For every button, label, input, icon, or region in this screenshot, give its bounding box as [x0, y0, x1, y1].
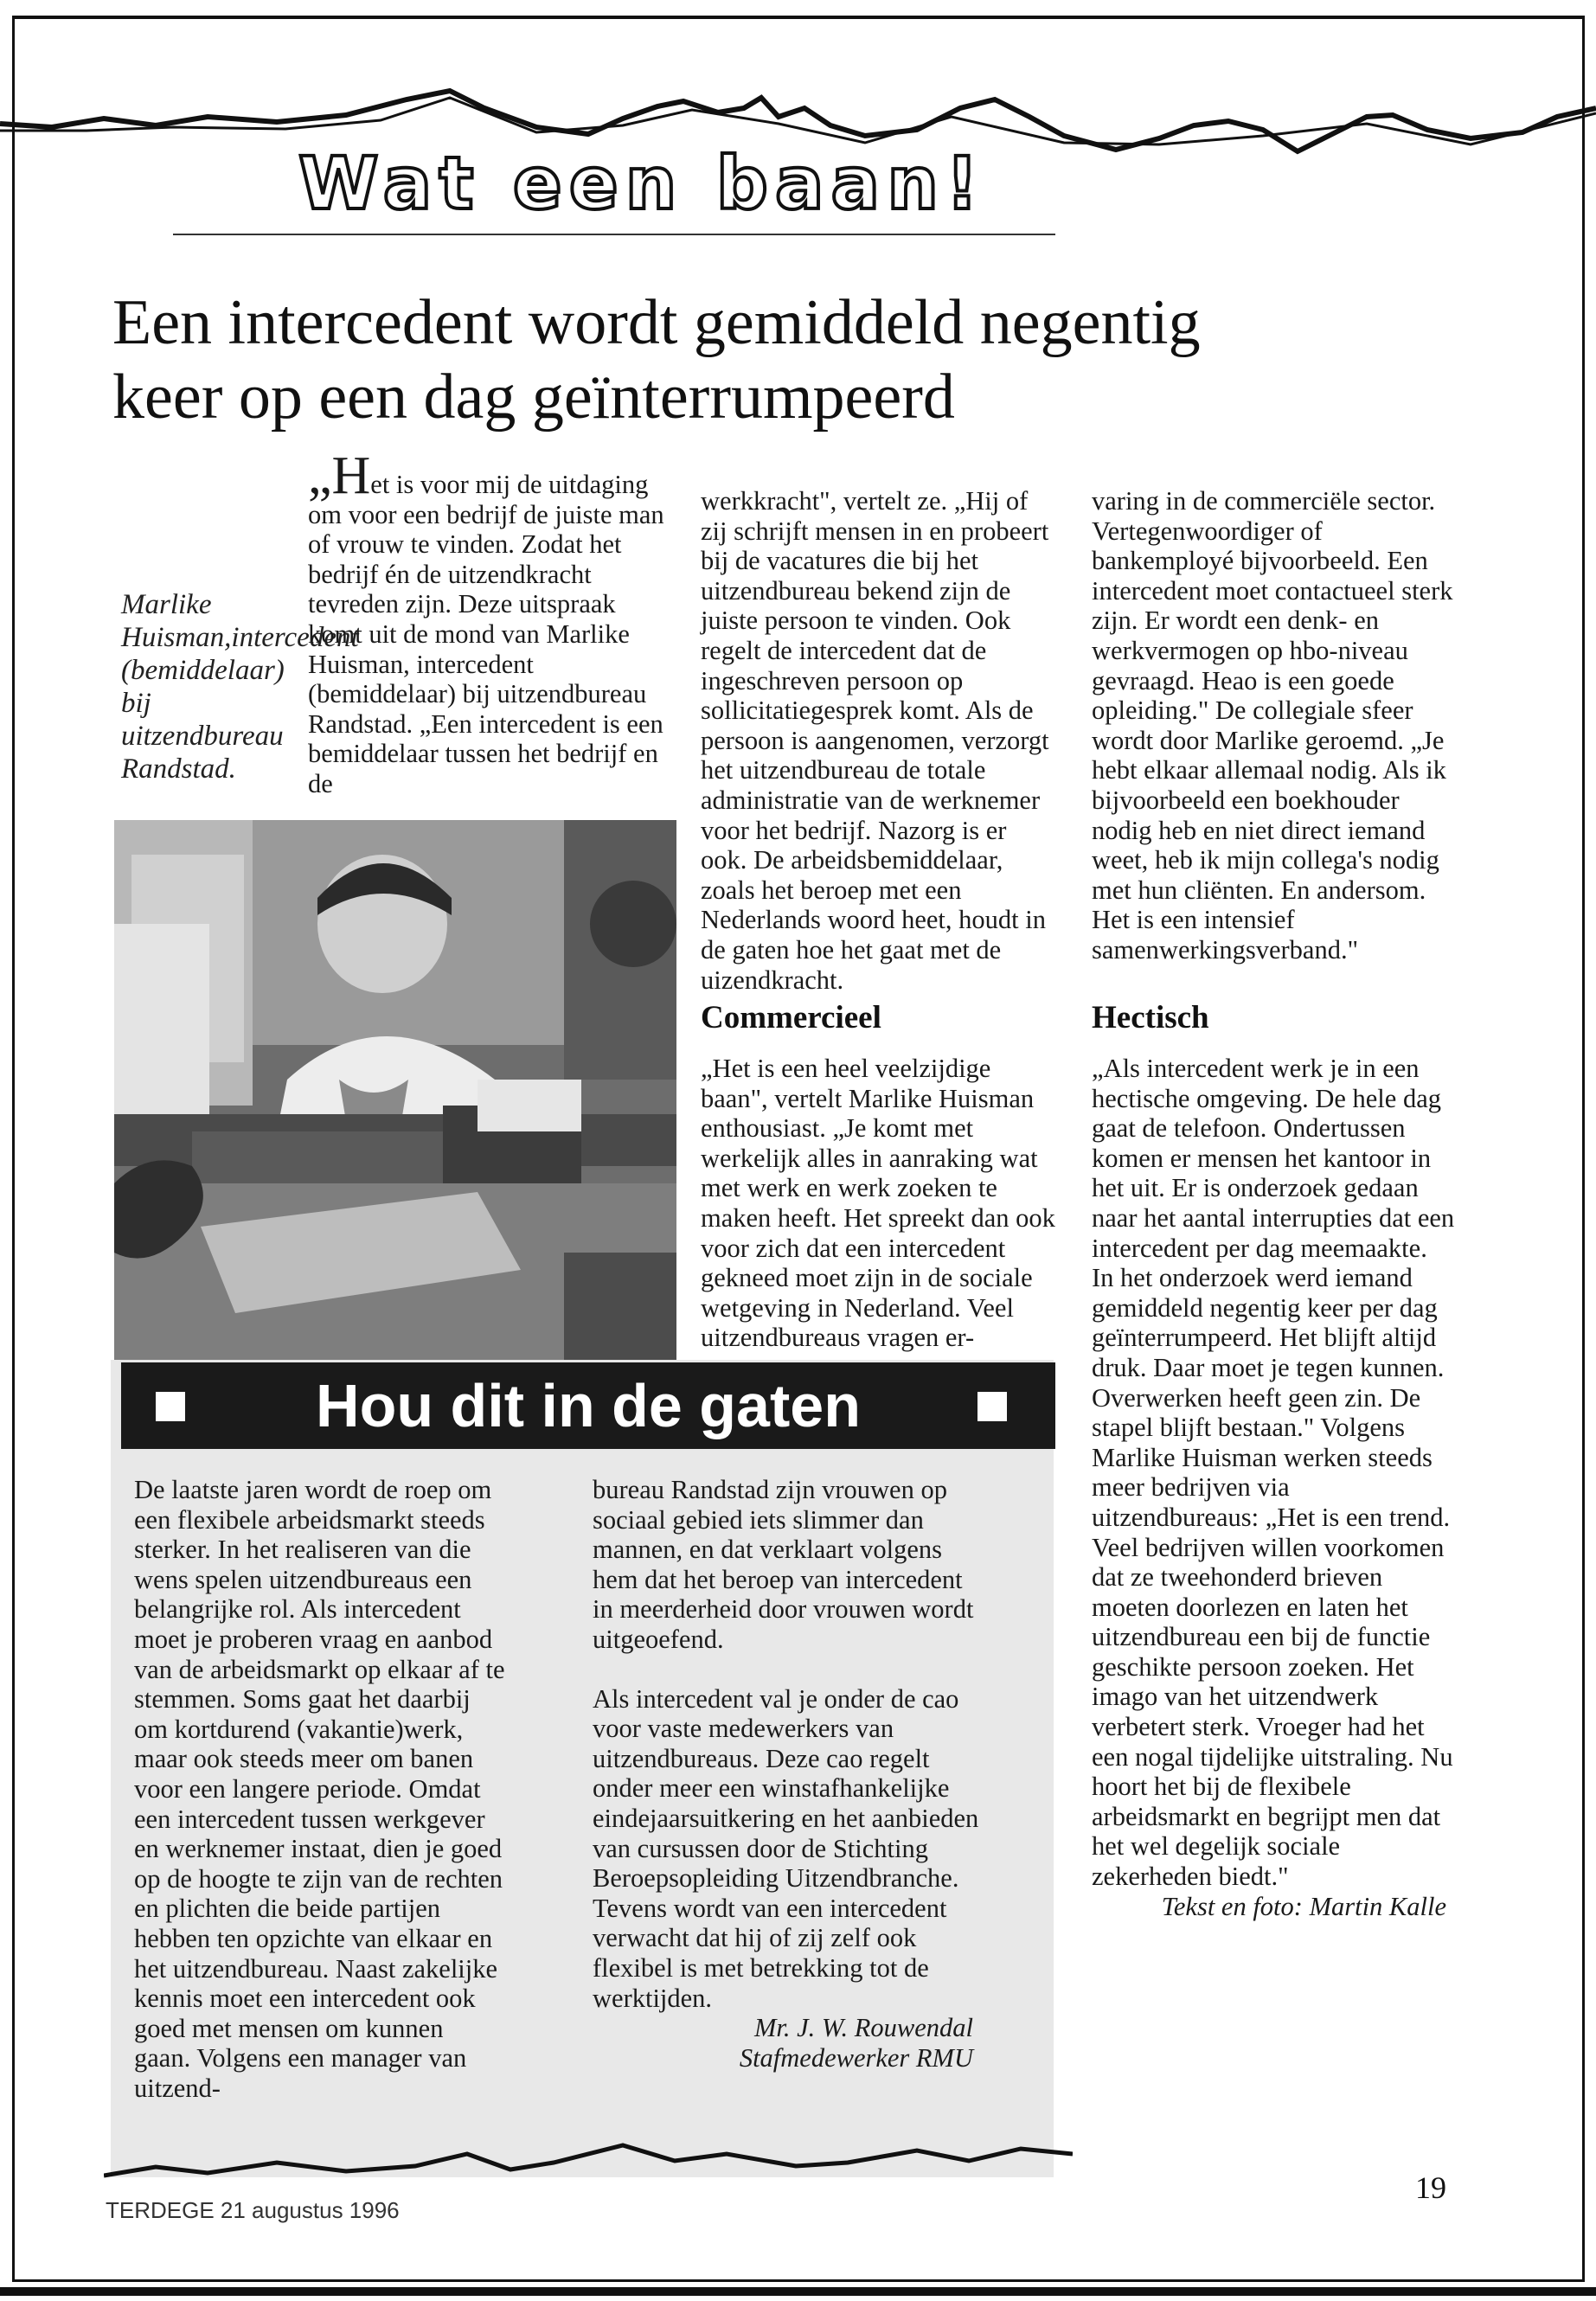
masthead-title: Wat een baan! [298, 141, 986, 226]
right-column [1092, 486, 1455, 965]
subhead-hectisch: Hectisch [1092, 1000, 1209, 1035]
right-paragraph-b: „Als intercedent werk je in een hectische omgeving. De hele dag gaat de telefoon. Ondertussen komen er mensen het kantoor in het uit. Er is onderzoek gedaan naar het aantal interrupties dat een intercedent per dag meemaakte. In het onderzoek werd iemand gemiddeld negentig keer per dag geïnterrumpeerd. Het blijft altijd druk. Daar moet je tegen kunnen. Overwerken heeft geen zin. De stapel blijft bestaan." Volgens Marlike Huisman werken steeds meer bedrijven via uitzendbureaus: „Het is een trend. Veel bedrijven willen voorkomen dat ze tweehonderd brieven moeten doorlezen en laten het uitzendbureau een bij de functie geschikte persoon zoeken. Het imago van het uitzendwerk verbetert sterk. Vroeger had het een nogal tijdelijke uitstraling. Nu hoort het bij de flexibele arbeidsmarkt en begrijpt men dat het wel degelijk sociale zekerheden biedt." [1092, 1054, 1455, 1892]
sidebar-column-right [593, 1475, 982, 2073]
intro-text: et is voor mij de uitdaging om voor een bedrijf de juiste man of vrouw te vinden. Zodat het bedrijf én de uitzendkracht tevreden zijn. Deze uitspraak komt uit de mond van Marlike Huisman, intercedent (bemiddelaar) bij uitzendbureau Randstad. „Een intercedent is een bemiddelaar tussen het bedrijf en de [308, 470, 664, 798]
right-column-b [1092, 1054, 1455, 1921]
sidebar-paragraph-right-a: bureau Randstad zijn vrouwen op sociaal gebied iets slimmer dan mannen, en dat verklaart volgens hem dat het beroep van intercedent in meerderheid door vrouwen wordt uitgeoefend. [593, 1475, 974, 1654]
photo-credit: Tekst en foto: Martin Kalle [1161, 1891, 1446, 1921]
sidebar-torn-bottom [104, 2128, 1073, 2189]
page-number: 19 [1415, 2170, 1446, 2205]
drop-cap: „H [308, 446, 371, 505]
middle-column [701, 486, 1055, 995]
subhead-commercieel: Commercieel [701, 1000, 881, 1035]
sidebar-title: Hou dit in de gaten [316, 1372, 861, 1439]
middle-paragraph-b: „Het is een heel veelzijdige baan", vertelt Marlike Huisman enthousiast. „Je komt met werkelijk alles in aanraking wat met werk en werk zoeken te maken heeft. Het spreekt dan ook voor zich dat een intercedent gekneed moet zijn in de sociale wetgeving in Nederland. Veel uitzendbureaus vragen er- [701, 1054, 1055, 1353]
article-headline: Een intercedent wordt gemiddeld negentig keer op een dag geïnterrumpeerd [112, 287, 1201, 433]
footer-publication: TERDEGE 21 augustus 1996 [106, 2197, 400, 2223]
bottom-rule [0, 2287, 1596, 2296]
middle-paragraph: werkkracht", vertelt ze. „Hij of zij schrijft mensen in en probeert bij de vacatures die bij het uitzendbureau bekend zijn de juiste persoon te vinden. Ook regelt de intercedent dat de ingeschreven persoon op sollicitatiegesprek komt. Als de persoon is aangenomen, verzorgt het uitzendbureau de totale administratie van de werknemer voor het bedrijf. Nazorg is er ook. De arbeidsbemiddelaar, zoals het beroep met een Nederlands woord heet, houdt in de gaten hoe het gaat met de uizendkracht. [701, 486, 1049, 995]
sidebar-signoff-name: Mr. J. W. Rouwendal [753, 2013, 973, 2043]
office-photo [114, 820, 676, 1365]
intro-paragraph [308, 446, 671, 799]
middle-column-b [701, 1054, 1055, 1353]
intro-column [308, 446, 671, 799]
sidebar-paragraph-left: De laatste jaren wordt de roep om een flexibele arbeidsmarkt steeds sterker. In het realiseren van die wens spelen uitzendbureaus een belangrijke rol. Als intercedent moet je proberen vraag en aanbod van de arbeidsmarkt op elkaar af te stemmen. Soms gaat het daarbij om kortdurend (vakantie)werk, maar ook steeds meer om banen voor een langere periode. Omdat een intercedent tussen werkgever en werknemer instaat, dien je goed op de hoogte te zijn van de rechten en plichten die beide partijen hebben ten opzichte van elkaar en het uitzendbureau. Naast zakelijke kennis moet een intercedent ook goed met mensen om kunnen gaan. Volgens een manager van uitzend- [134, 1475, 505, 2103]
photo-caption: Marlike Huisman,intercedent (bemiddelaar) bij uitzendbureau Randstad. [121, 589, 359, 785]
right-paragraph: varing in de commerciële sector. Vertegenwoordiger of bankemployé bijvoorbeeld. Een intercedent moet contactueel sterk zijn. Er wordt een denk- en werkvermogen op hbo-niveau gevraagd. Heao is een goede opleiding." De collegiale sfeer wordt door Marlike geroemd. „Je hebt elkaar allemaal nodig. Als ik bijvoorbeeld een boekhouder nodig heb en niet direct iemand weet, heb ik mijn collega's nodig met hun cliënten. En andersom. Het is een intensief samenwerkingsverband." [1092, 486, 1453, 965]
masthead-rule [173, 234, 1055, 235]
sidebar-signoff-role: Stafmedewerker RMU [739, 2042, 973, 2073]
sidebar-paragraph-right-b: Als intercedent val je onder de cao voor vaste medewerkers van uitzendbureaus. Deze cao regelt onder meer een winstafhankelijke eindejaarsuitkering en het aanbieden van cursussen door de Stichting Beroepsopleiding Uitzendbranche. Tevens wordt van een intercedent verwacht dat hij of zij zelf ook flexibel is met betrekking tot de werktijden. [593, 1683, 979, 2013]
bullet-square-right [977, 1392, 1007, 1421]
sidebar-column-left [134, 1475, 506, 2103]
photo-image [114, 820, 676, 1365]
sidebar-title-bar [121, 1362, 1055, 1449]
